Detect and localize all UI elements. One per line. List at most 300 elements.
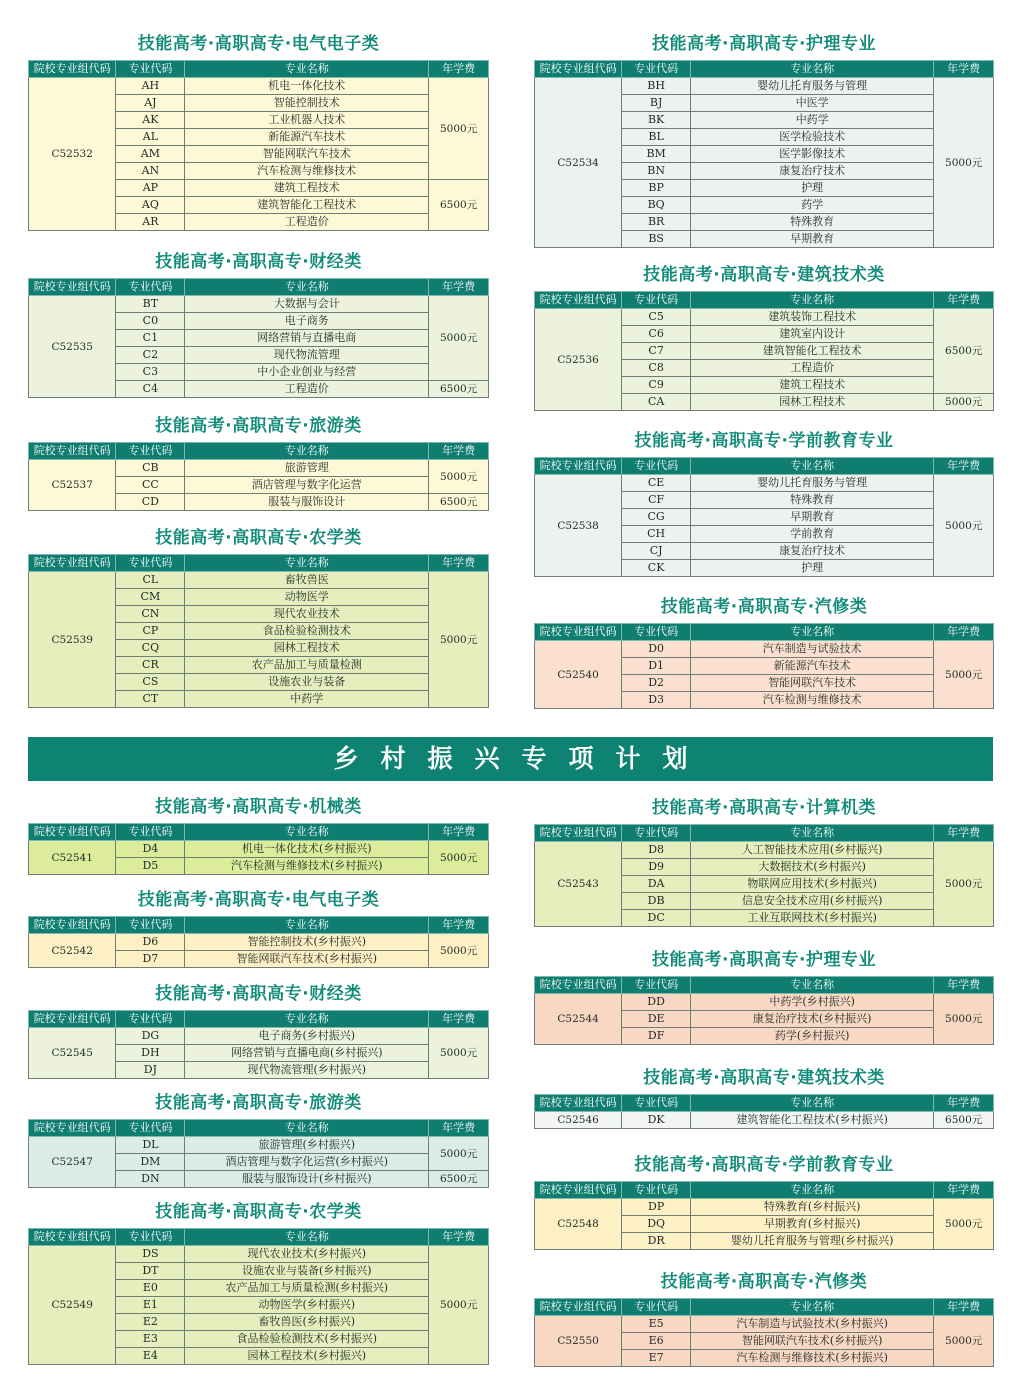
table-header-row xyxy=(29,555,489,572)
major-name-cell: 工业互联网技术(乡村振兴) xyxy=(691,910,934,927)
major-name-cell: 设施农业与装备(乡村振兴) xyxy=(185,1263,429,1280)
major-code-cell: BK xyxy=(622,112,691,129)
major-name-cell: 物联网应用技术(乡村振兴) xyxy=(691,876,934,893)
major-code-cell: C0 xyxy=(116,313,185,330)
tuition-cell: 5000元 xyxy=(429,296,489,381)
major-name-cell: 机电一体化技术 xyxy=(185,78,429,95)
tuition-cell: 6500元 xyxy=(934,309,994,394)
major-code-cell: CK xyxy=(622,560,691,577)
tuition-cell: 5000元 xyxy=(934,1199,994,1250)
column-header: 专业代码 xyxy=(116,824,185,841)
section-rural-finance xyxy=(28,976,489,1079)
major-table xyxy=(534,457,994,577)
group-code-cell: C52549 xyxy=(29,1246,116,1365)
column-header: 院校专业组代码 xyxy=(29,917,116,934)
major-name-cell: 婴幼儿托育服务与管理 xyxy=(691,475,934,492)
group-code-cell: C52538 xyxy=(535,475,622,577)
section-tourism xyxy=(28,408,489,511)
major-code-cell: CC xyxy=(116,477,185,494)
column-header: 专业名称 xyxy=(185,61,429,78)
column-header: 院校专业组代码 xyxy=(29,1120,116,1137)
section-title: 技能高考·高职高专·计算机类 xyxy=(652,798,876,818)
major-name-cell: 学前教育 xyxy=(691,526,934,543)
major-name-cell: 康复治疗技术 xyxy=(691,543,934,560)
table-row xyxy=(535,1199,994,1216)
major-name-cell: 设施农业与装备 xyxy=(185,674,429,691)
column-header: 专业代码 xyxy=(622,458,691,475)
column-header: 院校专业组代码 xyxy=(535,624,622,641)
major-name-cell: 建筑工程技术 xyxy=(185,180,429,197)
major-name-cell: 网络营销与直播电商 xyxy=(185,330,429,347)
major-code-cell: AJ xyxy=(116,95,185,112)
major-table xyxy=(28,1228,489,1365)
column-header: 院校专业组代码 xyxy=(29,1011,116,1028)
rural-revitalization-banner: 乡村振兴专项计划 xyxy=(28,737,993,781)
major-code-cell: CQ xyxy=(116,640,185,657)
section-title: 技能高考·高职高专·机械类 xyxy=(155,797,362,817)
major-name-cell: 智能控制技术(乡村振兴) xyxy=(185,934,429,951)
major-code-cell: CS xyxy=(116,674,185,691)
column-header: 年学费 xyxy=(934,624,994,641)
column-header: 院校专业组代码 xyxy=(535,1095,622,1112)
major-table xyxy=(28,554,489,708)
major-table xyxy=(28,1119,489,1188)
column-header: 专业名称 xyxy=(185,279,429,296)
group-code-cell: C52535 xyxy=(29,296,116,398)
section-rural-nursing xyxy=(534,942,994,1045)
major-name-cell: 建筑智能化工程技术 xyxy=(691,343,934,360)
major-code-cell: E5 xyxy=(622,1316,691,1333)
tuition-cell: 5000元 xyxy=(429,841,489,875)
table-row xyxy=(29,1246,489,1263)
column-header: 年学费 xyxy=(429,61,489,78)
column-header: 年学费 xyxy=(934,825,994,842)
column-header: 专业代码 xyxy=(116,279,185,296)
major-name-cell: 特殊教育 xyxy=(691,214,934,231)
column-header: 年学费 xyxy=(934,61,994,78)
major-name-cell: 智能网联汽车技术 xyxy=(185,146,429,163)
group-code-cell: C52545 xyxy=(29,1028,116,1079)
major-name-cell: 特殊教育(乡村振兴) xyxy=(691,1199,934,1216)
section-nursing xyxy=(534,26,994,248)
column-header: 专业名称 xyxy=(185,443,429,460)
column-header: 专业代码 xyxy=(622,292,691,309)
major-name-cell: 中药学 xyxy=(691,112,934,129)
column-header: 院校专业组代码 xyxy=(535,61,622,78)
tuition-cell: 6500元 xyxy=(429,381,489,398)
major-code-cell: D5 xyxy=(116,858,185,875)
column-header: 年学费 xyxy=(934,1299,994,1316)
column-header: 专业名称 xyxy=(691,458,934,475)
major-name-cell: 大数据技术(乡村振兴) xyxy=(691,859,934,876)
tuition-cell: 5000元 xyxy=(934,1316,994,1367)
column-header: 专业代码 xyxy=(116,443,185,460)
column-header: 专业名称 xyxy=(185,1229,429,1246)
major-name-cell: 机电一体化技术(乡村振兴) xyxy=(185,841,429,858)
section-title: 技能高考·高职高专·学前教育专业 xyxy=(634,431,894,451)
section-rural-mechanical xyxy=(28,789,489,875)
table-header-row xyxy=(29,443,489,460)
column-header: 专业代码 xyxy=(622,61,691,78)
tuition-cell: 5000元 xyxy=(429,78,489,180)
major-code-cell: C6 xyxy=(622,326,691,343)
major-code-cell: BS xyxy=(622,231,691,248)
column-header: 专业名称 xyxy=(185,1011,429,1028)
major-code-cell: DA xyxy=(622,876,691,893)
table-row xyxy=(535,309,994,326)
major-name-cell: 农产品加工与质量检测(乡村振兴) xyxy=(185,1280,429,1297)
group-code-cell: C52537 xyxy=(29,460,116,511)
major-code-cell: E2 xyxy=(116,1314,185,1331)
major-name-cell: 康复治疗技术 xyxy=(691,163,934,180)
major-code-cell: CN xyxy=(116,606,185,623)
table-row xyxy=(29,572,489,589)
column-header: 年学费 xyxy=(934,1095,994,1112)
major-table xyxy=(28,278,489,398)
major-code-cell: DF xyxy=(622,1028,691,1045)
major-code-cell: BQ xyxy=(622,197,691,214)
major-table xyxy=(534,824,994,927)
group-code-cell: C52546 xyxy=(535,1112,622,1129)
section-title: 技能高考·高职高专·电气电子类 xyxy=(137,890,380,910)
table-row xyxy=(535,1112,994,1129)
major-name-cell: 智能网联汽车技术(乡村振兴) xyxy=(691,1333,934,1350)
column-header: 专业代码 xyxy=(622,977,691,994)
column-header: 年学费 xyxy=(429,1120,489,1137)
major-name-cell: 婴幼儿托育服务与管理 xyxy=(691,78,934,95)
table-header-row xyxy=(535,1182,994,1199)
major-code-cell: CT xyxy=(116,691,185,708)
group-code-cell: C52542 xyxy=(29,934,116,968)
section-agriculture xyxy=(28,520,489,708)
major-code-cell: DQ xyxy=(622,1216,691,1233)
section-finance xyxy=(28,244,489,398)
tuition-cell: 5000元 xyxy=(429,1246,489,1365)
section-title: 技能高考·高职高专·学前教育专业 xyxy=(634,1155,894,1175)
table-row xyxy=(535,641,994,658)
tuition-cell: 5000元 xyxy=(429,572,489,708)
major-code-cell: E1 xyxy=(116,1297,185,1314)
section-title: 技能高考·高职高专·汽修类 xyxy=(660,597,868,617)
group-code-cell: C52547 xyxy=(29,1137,116,1188)
tuition-cell: 6500元 xyxy=(934,1112,994,1129)
major-name-cell: 现代农业技术(乡村振兴) xyxy=(185,1246,429,1263)
major-name-cell: 汽车检测与维修技术(乡村振兴) xyxy=(185,858,429,875)
major-name-cell: 食品检验检测技术 xyxy=(185,623,429,640)
major-name-cell: 建筑室内设计 xyxy=(691,326,934,343)
table-header-row xyxy=(29,824,489,841)
major-name-cell: 畜牧兽医 xyxy=(185,572,429,589)
section-title: 技能高考·高职高专·农学类 xyxy=(155,528,362,548)
major-table xyxy=(28,916,489,968)
column-header: 专业代码 xyxy=(116,1229,185,1246)
column-header: 院校专业组代码 xyxy=(29,555,116,572)
major-name-cell: 旅游管理 xyxy=(185,460,429,477)
table-header-row xyxy=(535,61,994,78)
major-name-cell: 汽车检测与维修技术 xyxy=(185,163,429,180)
major-code-cell: DL xyxy=(116,1137,185,1154)
major-name-cell: 园林工程技术 xyxy=(691,394,934,411)
major-name-cell: 新能源汽车技术 xyxy=(185,129,429,146)
major-code-cell: DK xyxy=(622,1112,691,1129)
major-table xyxy=(28,442,489,511)
major-name-cell: 旅游管理(乡村振兴) xyxy=(185,1137,429,1154)
table-row xyxy=(535,475,994,492)
column-header: 年学费 xyxy=(934,977,994,994)
major-name-cell: 电子商务 xyxy=(185,313,429,330)
section-rural-tourism xyxy=(28,1085,489,1188)
major-name-cell: 早期教育 xyxy=(691,231,934,248)
major-name-cell: 现代物流管理 xyxy=(185,347,429,364)
major-table xyxy=(534,1094,994,1129)
section-title: 技能高考·高职高专·财经类 xyxy=(155,984,362,1004)
column-header: 年学费 xyxy=(934,292,994,309)
major-name-cell: 汽车制造与试验技术(乡村振兴) xyxy=(691,1316,934,1333)
major-code-cell: CG xyxy=(622,509,691,526)
column-header: 年学费 xyxy=(934,1182,994,1199)
major-code-cell: BT xyxy=(116,296,185,313)
column-header: 专业代码 xyxy=(116,61,185,78)
column-header: 年学费 xyxy=(429,279,489,296)
column-header: 年学费 xyxy=(429,917,489,934)
major-name-cell: 网络营销与直播电商(乡村振兴) xyxy=(185,1045,429,1062)
major-name-cell: 工程造价 xyxy=(185,214,429,231)
major-name-cell: 农产品加工与质量检测 xyxy=(185,657,429,674)
column-header: 年学费 xyxy=(934,458,994,475)
tuition-cell: 5000元 xyxy=(934,394,994,411)
major-code-cell: DE xyxy=(622,1011,691,1028)
tuition-cell: 5000元 xyxy=(429,1028,489,1079)
column-header: 院校专业组代码 xyxy=(29,443,116,460)
major-code-cell: DH xyxy=(116,1045,185,1062)
column-header: 年学费 xyxy=(429,824,489,841)
section-title: 技能高考·高职高专·电气电子类 xyxy=(137,34,380,54)
section-rural-electrical xyxy=(28,882,489,968)
group-code-cell: C52539 xyxy=(29,572,116,708)
major-code-cell: CH xyxy=(622,526,691,543)
table-header-row xyxy=(535,825,994,842)
major-table xyxy=(534,623,994,709)
column-header: 专业代码 xyxy=(622,1182,691,1199)
major-code-cell: CB xyxy=(116,460,185,477)
major-code-cell: E6 xyxy=(622,1333,691,1350)
group-code-cell: C52536 xyxy=(535,309,622,411)
major-code-cell: C7 xyxy=(622,343,691,360)
major-table xyxy=(28,60,489,231)
section-auto-repair xyxy=(534,589,994,709)
tuition-cell: 5000元 xyxy=(934,641,994,709)
tuition-cell: 5000元 xyxy=(934,994,994,1045)
group-code-cell: C52541 xyxy=(29,841,116,875)
major-code-cell: DJ xyxy=(116,1062,185,1079)
major-code-cell: CD xyxy=(116,494,185,511)
major-name-cell: 现代物流管理(乡村振兴) xyxy=(185,1062,429,1079)
major-code-cell: DD xyxy=(622,994,691,1011)
major-name-cell: 人工智能技术应用(乡村振兴) xyxy=(691,842,934,859)
column-header: 院校专业组代码 xyxy=(535,825,622,842)
major-code-cell: CA xyxy=(622,394,691,411)
column-header: 年学费 xyxy=(429,1229,489,1246)
column-header: 专业名称 xyxy=(691,1182,934,1199)
group-code-cell: C52550 xyxy=(535,1316,622,1367)
section-title: 技能高考·高职高专·旅游类 xyxy=(155,416,362,436)
major-code-cell: D6 xyxy=(116,934,185,951)
major-code-cell: DB xyxy=(622,893,691,910)
column-header: 专业代码 xyxy=(622,624,691,641)
table-row xyxy=(29,296,489,313)
major-code-cell: E7 xyxy=(622,1350,691,1367)
major-name-cell: 新能源汽车技术 xyxy=(691,658,934,675)
major-code-cell: AQ xyxy=(116,197,185,214)
section-title: 技能高考·高职高专·财经类 xyxy=(155,252,362,272)
major-code-cell: E4 xyxy=(116,1348,185,1365)
major-code-cell: DP xyxy=(622,1199,691,1216)
section-title: 技能高考·高职高专·护理专业 xyxy=(652,950,876,970)
table-header-row xyxy=(29,279,489,296)
column-header: 院校专业组代码 xyxy=(29,1229,116,1246)
major-code-cell: C5 xyxy=(622,309,691,326)
major-name-cell: 工程造价 xyxy=(185,381,429,398)
group-code-cell: C52540 xyxy=(535,641,622,709)
major-name-cell: 药学 xyxy=(691,197,934,214)
major-name-cell: 建筑装饰工程技术 xyxy=(691,309,934,326)
group-code-cell: C52544 xyxy=(535,994,622,1045)
column-header: 年学费 xyxy=(429,555,489,572)
major-name-cell: 服装与服饰设计(乡村振兴) xyxy=(185,1171,429,1188)
major-code-cell: DG xyxy=(116,1028,185,1045)
major-code-cell: DT xyxy=(116,1263,185,1280)
tuition-cell: 6500元 xyxy=(429,180,489,231)
table-header-row xyxy=(29,1011,489,1028)
major-code-cell: CJ xyxy=(622,543,691,560)
section-title: 技能高考·高职高专·旅游类 xyxy=(155,1093,362,1113)
major-name-cell: 动物医学(乡村振兴) xyxy=(185,1297,429,1314)
group-code-cell: C52532 xyxy=(29,78,116,231)
major-table xyxy=(28,823,489,875)
major-table xyxy=(534,291,994,411)
major-table xyxy=(28,1010,489,1079)
major-name-cell: 护理 xyxy=(691,180,934,197)
major-name-cell: 中药学 xyxy=(185,691,429,708)
column-header: 专业代码 xyxy=(116,917,185,934)
major-code-cell: D7 xyxy=(116,951,185,968)
major-code-cell: D2 xyxy=(622,675,691,692)
major-code-cell: BN xyxy=(622,163,691,180)
major-name-cell: 酒店管理与数字化运营(乡村振兴) xyxy=(185,1154,429,1171)
table-row xyxy=(535,994,994,1011)
table-header-row xyxy=(535,1095,994,1112)
major-name-cell: 康复治疗技术(乡村振兴) xyxy=(691,1011,934,1028)
major-code-cell: C2 xyxy=(116,347,185,364)
table-row xyxy=(535,78,994,95)
major-code-cell: E0 xyxy=(116,1280,185,1297)
column-header: 院校专业组代码 xyxy=(535,292,622,309)
tuition-cell: 5000元 xyxy=(934,78,994,248)
major-name-cell: 食品检验检测技术(乡村振兴) xyxy=(185,1331,429,1348)
major-name-cell: 中药学(乡村振兴) xyxy=(691,994,934,1011)
major-name-cell: 建筑工程技术 xyxy=(691,377,934,394)
column-header: 专业名称 xyxy=(691,1299,934,1316)
section-rural-agriculture xyxy=(28,1194,489,1365)
major-code-cell: AR xyxy=(116,214,185,231)
major-code-cell: D9 xyxy=(622,859,691,876)
table-header-row xyxy=(29,1120,489,1137)
column-header: 专业名称 xyxy=(691,61,934,78)
table-row xyxy=(29,934,489,951)
major-name-cell: 护理 xyxy=(691,560,934,577)
major-code-cell: DC xyxy=(622,910,691,927)
major-table xyxy=(534,1298,994,1367)
major-code-cell: CP xyxy=(116,623,185,640)
major-name-cell: 特殊教育 xyxy=(691,492,934,509)
table-header-row xyxy=(29,1229,489,1246)
major-name-cell: 园林工程技术 xyxy=(185,640,429,657)
major-code-cell: C3 xyxy=(116,364,185,381)
group-code-cell: C52534 xyxy=(535,78,622,248)
column-header: 院校专业组代码 xyxy=(535,977,622,994)
tuition-cell: 6500元 xyxy=(429,1171,489,1188)
major-name-cell: 中小企业创业与经营 xyxy=(185,364,429,381)
major-name-cell: 电子商务(乡村振兴) xyxy=(185,1028,429,1045)
column-header: 院校专业组代码 xyxy=(29,279,116,296)
group-code-cell: C52548 xyxy=(535,1199,622,1250)
column-header: 年学费 xyxy=(429,443,489,460)
major-code-cell: BH xyxy=(622,78,691,95)
tuition-cell: 5000元 xyxy=(429,460,489,494)
section-rural-computer xyxy=(534,790,994,927)
table-header-row xyxy=(535,458,994,475)
major-name-cell: 智能控制技术 xyxy=(185,95,429,112)
major-name-cell: 园林工程技术(乡村振兴) xyxy=(185,1348,429,1365)
major-code-cell: E3 xyxy=(116,1331,185,1348)
section-title: 技能高考·高职高专·建筑技术类 xyxy=(643,265,885,285)
major-code-cell: DM xyxy=(116,1154,185,1171)
column-header: 专业代码 xyxy=(622,1299,691,1316)
tuition-cell: 6500元 xyxy=(429,494,489,511)
major-name-cell: 工业机器人技术 xyxy=(185,112,429,129)
column-header: 专业名称 xyxy=(691,292,934,309)
major-code-cell: D0 xyxy=(622,641,691,658)
major-code-cell: CL xyxy=(116,572,185,589)
major-name-cell: 医学影像技术 xyxy=(691,146,934,163)
table-header-row xyxy=(535,292,994,309)
major-code-cell: AK xyxy=(116,112,185,129)
major-code-cell: AP xyxy=(116,180,185,197)
table-row xyxy=(29,1137,489,1154)
major-code-cell: C1 xyxy=(116,330,185,347)
major-code-cell: BL xyxy=(622,129,691,146)
major-name-cell: 汽车检测与维修技术 xyxy=(691,692,934,709)
major-code-cell: AH xyxy=(116,78,185,95)
section-title: 技能高考·高职高专·汽修类 xyxy=(660,1272,868,1292)
column-header: 院校专业组代码 xyxy=(29,824,116,841)
column-header: 专业名称 xyxy=(185,555,429,572)
column-header: 院校专业组代码 xyxy=(535,1182,622,1199)
major-code-cell: DR xyxy=(622,1233,691,1250)
major-code-cell: C4 xyxy=(116,381,185,398)
column-header: 专业代码 xyxy=(116,1120,185,1137)
column-header: 院校专业组代码 xyxy=(535,458,622,475)
major-name-cell: 中医学 xyxy=(691,95,934,112)
section-title: 技能高考·高职高专·护理专业 xyxy=(652,34,876,54)
table-header-row xyxy=(29,917,489,934)
major-code-cell: C8 xyxy=(622,360,691,377)
table-row xyxy=(29,460,489,477)
major-name-cell: 智能网联汽车技术(乡村振兴) xyxy=(185,951,429,968)
tuition-cell: 5000元 xyxy=(429,934,489,968)
section-rural-construction xyxy=(534,1060,994,1129)
section-title: 技能高考·高职高专·建筑技术类 xyxy=(643,1068,885,1088)
